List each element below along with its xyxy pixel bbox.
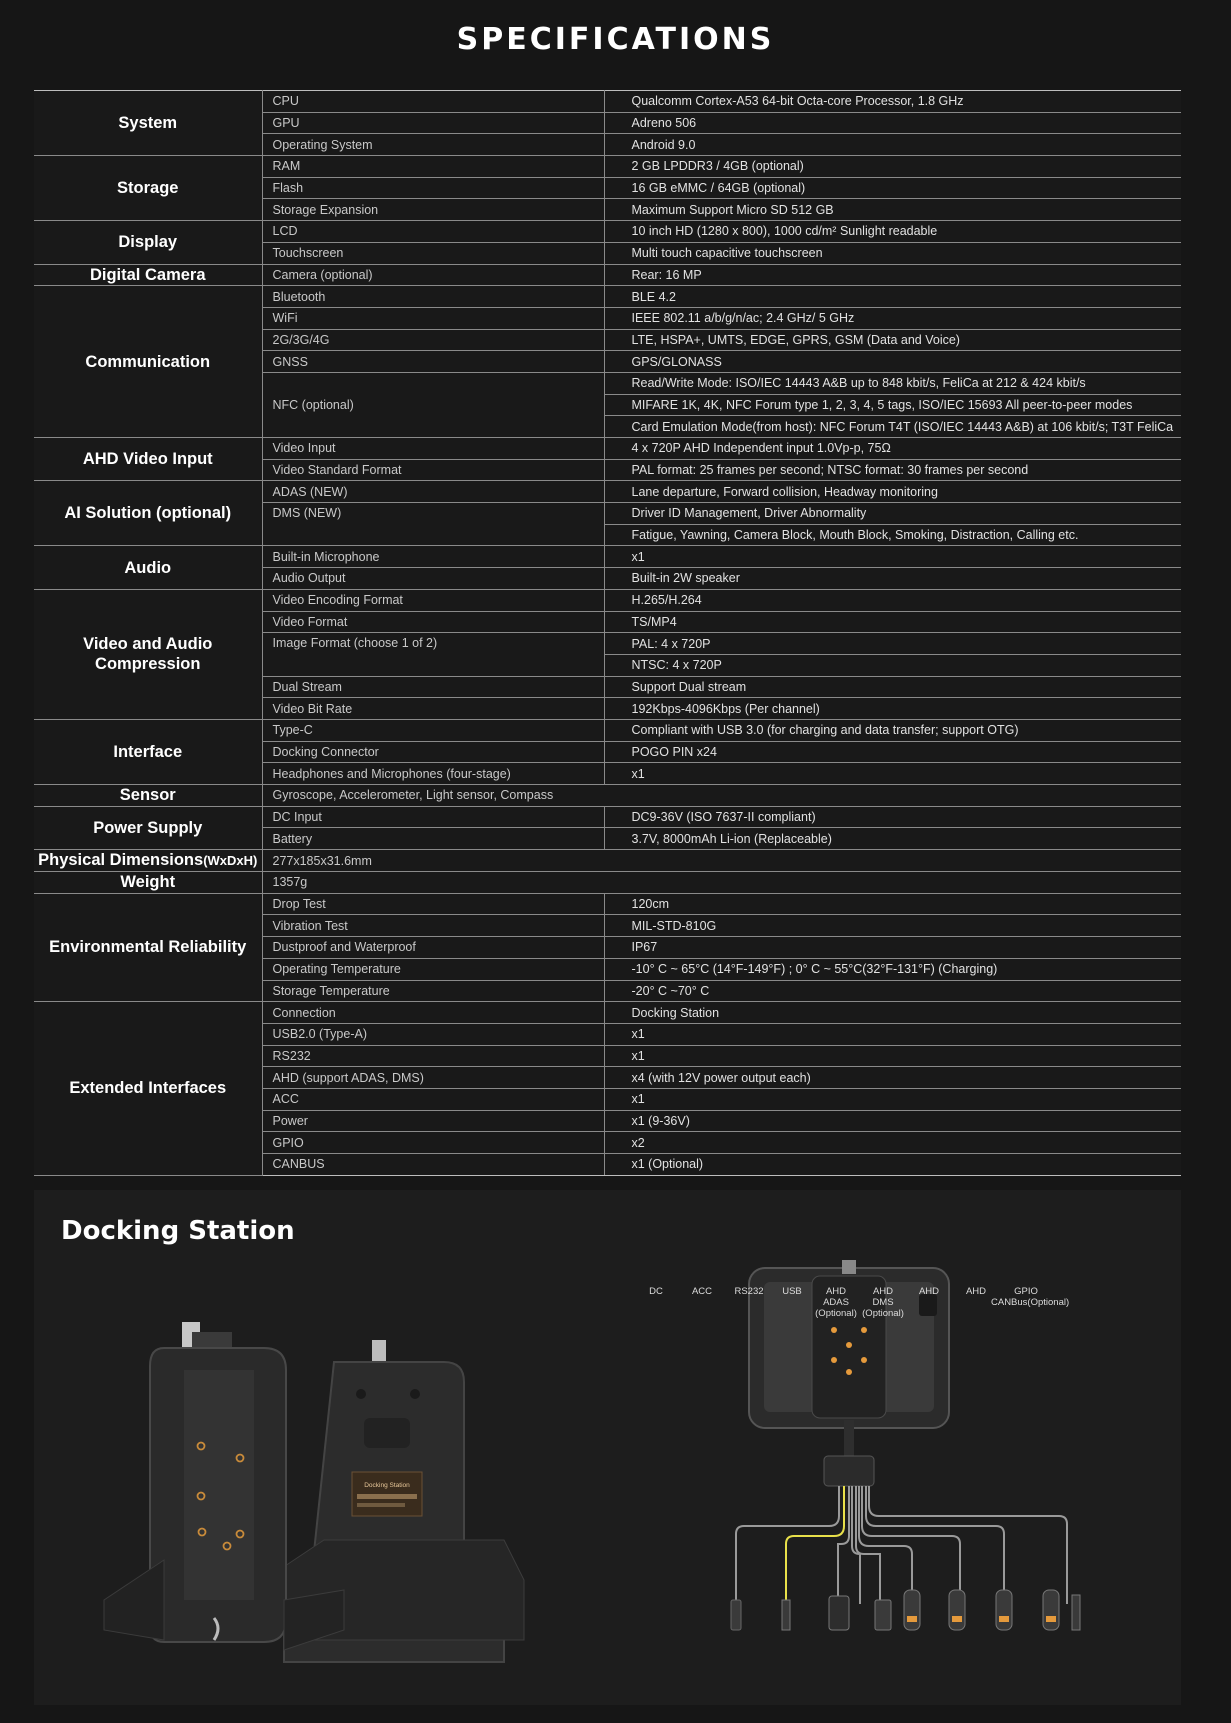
spec-item: CANBUS xyxy=(262,1154,604,1176)
table-row xyxy=(34,719,1181,741)
spec-value: -10° C ~ 65°C (14°F-149°F) ; 0° C ~ 55°C(32°F-131°F) (Charging) xyxy=(604,958,1181,980)
spec-value: H.265/H.264 xyxy=(604,589,1181,611)
table-row xyxy=(34,546,1181,568)
table-row xyxy=(34,481,1181,503)
spec-item: Battery xyxy=(262,828,604,850)
category-cell: Display xyxy=(34,221,262,264)
spec-item: Connection xyxy=(262,1002,604,1024)
spec-value: IEEE 802.11 a/b/g/n/ac; 2.4 GHz/ 5 GHz xyxy=(604,307,1181,329)
spec-value: 192Kbps-4096Kbps (Per channel) xyxy=(604,698,1181,720)
spec-value: x1 xyxy=(604,1088,1181,1110)
spec-value: Rear: 16 MP xyxy=(604,264,1181,286)
spec-item: Type-C xyxy=(262,719,604,741)
spec-value: x4 (with 12V power output each) xyxy=(604,1067,1181,1089)
port-label-usb: USB xyxy=(782,1286,802,1297)
table-row xyxy=(34,806,1181,828)
spec-value: MIL-STD-810G xyxy=(604,915,1181,937)
spec-item: GNSS xyxy=(262,351,604,373)
spec-value: Driver ID Management, Driver Abnormality xyxy=(604,503,1181,525)
spec-value: Card Emulation Mode(from host): NFC Forum T4T (ISO/IEC 14443 A&B) at 106 kbit/s; T3T FeliCa xyxy=(604,416,1181,438)
spec-item: Storage Temperature xyxy=(262,980,604,1002)
spec-value: x1 (9-36V) xyxy=(604,1110,1181,1132)
spec-value: 10 inch HD (1280 x 800), 1000 cd/m² Sunlight readable xyxy=(604,221,1181,243)
category-label: Physical Dimensions xyxy=(38,851,204,870)
category-cell: Audio xyxy=(34,546,262,589)
spec-value: 277x185x31.6mm xyxy=(262,850,1181,872)
table-row xyxy=(34,91,1181,113)
spec-item: CPU xyxy=(262,91,604,113)
spec-item: DMS (NEW) xyxy=(262,503,604,546)
spec-item: Headphones and Microphones (four-stage) xyxy=(262,763,604,785)
category-cell: Environmental Reliability xyxy=(34,893,262,1001)
port-label-dc: DC xyxy=(649,1286,663,1297)
spec-item: Operating System xyxy=(262,134,604,156)
spec-item: Image Format (choose 1 of 2) xyxy=(262,633,604,676)
docking-station-photo xyxy=(64,1300,584,1680)
category-cell: Digital Camera xyxy=(34,264,262,286)
category-cell: Communication xyxy=(34,286,262,438)
spec-item: Audio Output xyxy=(262,568,604,590)
table-row xyxy=(34,872,1181,894)
spec-value: Multi touch capacitive touchscreen xyxy=(604,242,1181,264)
spec-value: 4 x 720P AHD Independent input 1.0Vp-p, 75Ω xyxy=(604,438,1181,460)
spec-item: Power xyxy=(262,1110,604,1132)
category-sublabel: (WxDxH) xyxy=(203,853,258,869)
spec-value: POGO PIN x24 xyxy=(604,741,1181,763)
spec-value: TS/MP4 xyxy=(604,611,1181,633)
port-label-ahd-adas: AHD ADAS (Optional) xyxy=(815,1286,857,1319)
spec-value: NTSC: 4 x 720P xyxy=(604,654,1181,676)
spec-item: Flash xyxy=(262,177,604,199)
spec-value: x1 xyxy=(604,1023,1181,1045)
category-cell: Video and Audio Compression xyxy=(34,589,262,719)
spec-value: 3.7V, 8000mAh Li-ion (Replaceable) xyxy=(604,828,1181,850)
table-row xyxy=(34,264,1181,286)
spec-item: GPIO xyxy=(262,1132,604,1154)
category-cell: Power Supply xyxy=(34,806,262,849)
spec-item: 2G/3G/4G xyxy=(262,329,604,351)
spec-item: RS232 xyxy=(262,1045,604,1067)
spec-item: Dustproof and Waterproof xyxy=(262,937,604,959)
spec-item: NFC (optional) xyxy=(262,372,604,437)
spec-value: x1 xyxy=(604,1045,1181,1067)
cable-harness xyxy=(736,1486,1067,1604)
spec-value: BLE 4.2 xyxy=(604,286,1181,308)
table-row xyxy=(34,156,1181,178)
spec-item: Video Input xyxy=(262,438,604,460)
spec-value: x1 xyxy=(604,546,1181,568)
port-label-ahd: AHD xyxy=(918,1286,940,1297)
spec-table xyxy=(34,90,1181,1176)
spec-item: Video Encoding Format xyxy=(262,589,604,611)
port-label-acc: ACC xyxy=(691,1286,713,1297)
spec-value: Fatigue, Yawning, Camera Block, Mouth Block, Smoking, Distraction, Calling etc. xyxy=(604,524,1181,546)
dock-sticker-text: Docking Station xyxy=(364,1482,410,1489)
spec-item: USB2.0 (Type-A) xyxy=(262,1023,604,1045)
spec-value: 16 GB eMMC / 64GB (optional) xyxy=(604,177,1181,199)
category-cell: Weight xyxy=(34,872,262,894)
spec-value: Built-in 2W speaker xyxy=(604,568,1181,590)
spec-item: Camera (optional) xyxy=(262,264,604,286)
category-cell: Interface xyxy=(34,719,262,784)
spec-item: ADAS (NEW) xyxy=(262,481,604,503)
table-row xyxy=(34,893,1181,915)
port-label-rs232: RS232 xyxy=(734,1286,764,1297)
spec-value: x1 (Optional) xyxy=(604,1154,1181,1176)
spec-value: DC9-36V (ISO 7637-II compliant) xyxy=(604,806,1181,828)
spec-item: Storage Expansion xyxy=(262,199,604,221)
spec-value: Support Dual stream xyxy=(604,676,1181,698)
spec-item: Video Standard Format xyxy=(262,459,604,481)
page-title: SPECIFICATIONS xyxy=(456,22,775,57)
spec-value: PAL: 4 x 720P xyxy=(604,633,1181,655)
category-cell: Extended Interfaces xyxy=(34,1002,262,1176)
spec-item: Vibration Test xyxy=(262,915,604,937)
spec-item: Video Bit Rate xyxy=(262,698,604,720)
category-cell: Storage xyxy=(34,156,262,221)
spec-value: x2 xyxy=(604,1132,1181,1154)
spec-item: WiFi xyxy=(262,307,604,329)
spec-value: 1357g xyxy=(262,872,1181,894)
spec-item: Docking Connector xyxy=(262,741,604,763)
table-row xyxy=(34,438,1181,460)
spec-value: Gyroscope, Accelerometer, Light sensor, Compass xyxy=(262,785,1181,807)
spec-value: Compliant with USB 3.0 (for charging and data transfer; support OTG) xyxy=(604,719,1181,741)
spec-item: ACC xyxy=(262,1088,604,1110)
docking-station-title: Docking Station xyxy=(61,1216,295,1246)
spec-value: Docking Station xyxy=(604,1002,1181,1024)
category-cell: System xyxy=(34,91,262,156)
spec-item: DC Input xyxy=(262,806,604,828)
spec-value: LTE, HSPA+, UMTS, EDGE, GPRS, GSM (Data and Voice) xyxy=(604,329,1181,351)
spec-item: AHD (support ADAS, DMS) xyxy=(262,1067,604,1089)
spec-value: Qualcomm Cortex-A53 64-bit Octa-core Processor, 1.8 GHz xyxy=(604,91,1181,113)
spec-item: Dual Stream xyxy=(262,676,604,698)
spec-item: Video Format xyxy=(262,611,604,633)
port-label-gpio-canbus: GPIO CANBus(Optional) xyxy=(991,1286,1070,1308)
docking-cable-diagram xyxy=(674,1260,1154,1660)
spec-value: GPS/GLONASS xyxy=(604,351,1181,373)
spec-value: -20° C ~70° C xyxy=(604,980,1181,1002)
spec-value: Android 9.0 xyxy=(604,134,1181,156)
category-cell: AHD Video Input xyxy=(34,438,262,481)
category-cell: Sensor xyxy=(34,785,262,807)
dock-unit-front xyxy=(104,1322,344,1650)
spec-item: Drop Test xyxy=(262,893,604,915)
spec-item: GPU xyxy=(262,112,604,134)
spec-value: Adreno 506 xyxy=(604,112,1181,134)
spec-value: Lane departure, Forward collision, Headway monitoring xyxy=(604,481,1181,503)
port-label-ahd-dms: AHD DMS (Optional) xyxy=(862,1286,904,1319)
port-label-ahd: AHD xyxy=(965,1286,987,1297)
table-row xyxy=(34,1002,1181,1024)
spec-item: RAM xyxy=(262,156,604,178)
table-row xyxy=(34,785,1181,807)
table-row xyxy=(34,589,1181,611)
table-row xyxy=(34,221,1181,243)
table-row xyxy=(34,286,1181,308)
spec-value: IP67 xyxy=(604,937,1181,959)
spec-value: 2 GB LPDDR3 / 4GB (optional) xyxy=(604,156,1181,178)
category-cell xyxy=(34,850,262,872)
spec-value: Read/Write Mode: ISO/IEC 14443 A&B up to 848 kbit/s, FeliCa at 212 & 424 kbit/s xyxy=(604,372,1181,394)
spec-value: MIFARE 1K, 4K, NFC Forum type 1, 2, 3, 4, 5 tags, ISO/IEC 15693 All peer-to-peer modes xyxy=(604,394,1181,416)
table-row xyxy=(34,850,1181,872)
spec-item: Built-in Microphone xyxy=(262,546,604,568)
spec-item: Touchscreen xyxy=(262,242,604,264)
spec-item: LCD xyxy=(262,221,604,243)
docking-station-panel xyxy=(34,1190,1181,1705)
spec-item: Bluetooth xyxy=(262,286,604,308)
spec-item: Operating Temperature xyxy=(262,958,604,980)
category-cell: AI Solution (optional) xyxy=(34,481,262,546)
port-connectors xyxy=(731,1590,1080,1630)
spec-value: Maximum Support Micro SD 512 GB xyxy=(604,199,1181,221)
spec-value: x1 xyxy=(604,763,1181,785)
spec-value: 120cm xyxy=(604,893,1181,915)
spec-value: PAL format: 25 frames per second; NTSC format: 30 frames per second xyxy=(604,459,1181,481)
